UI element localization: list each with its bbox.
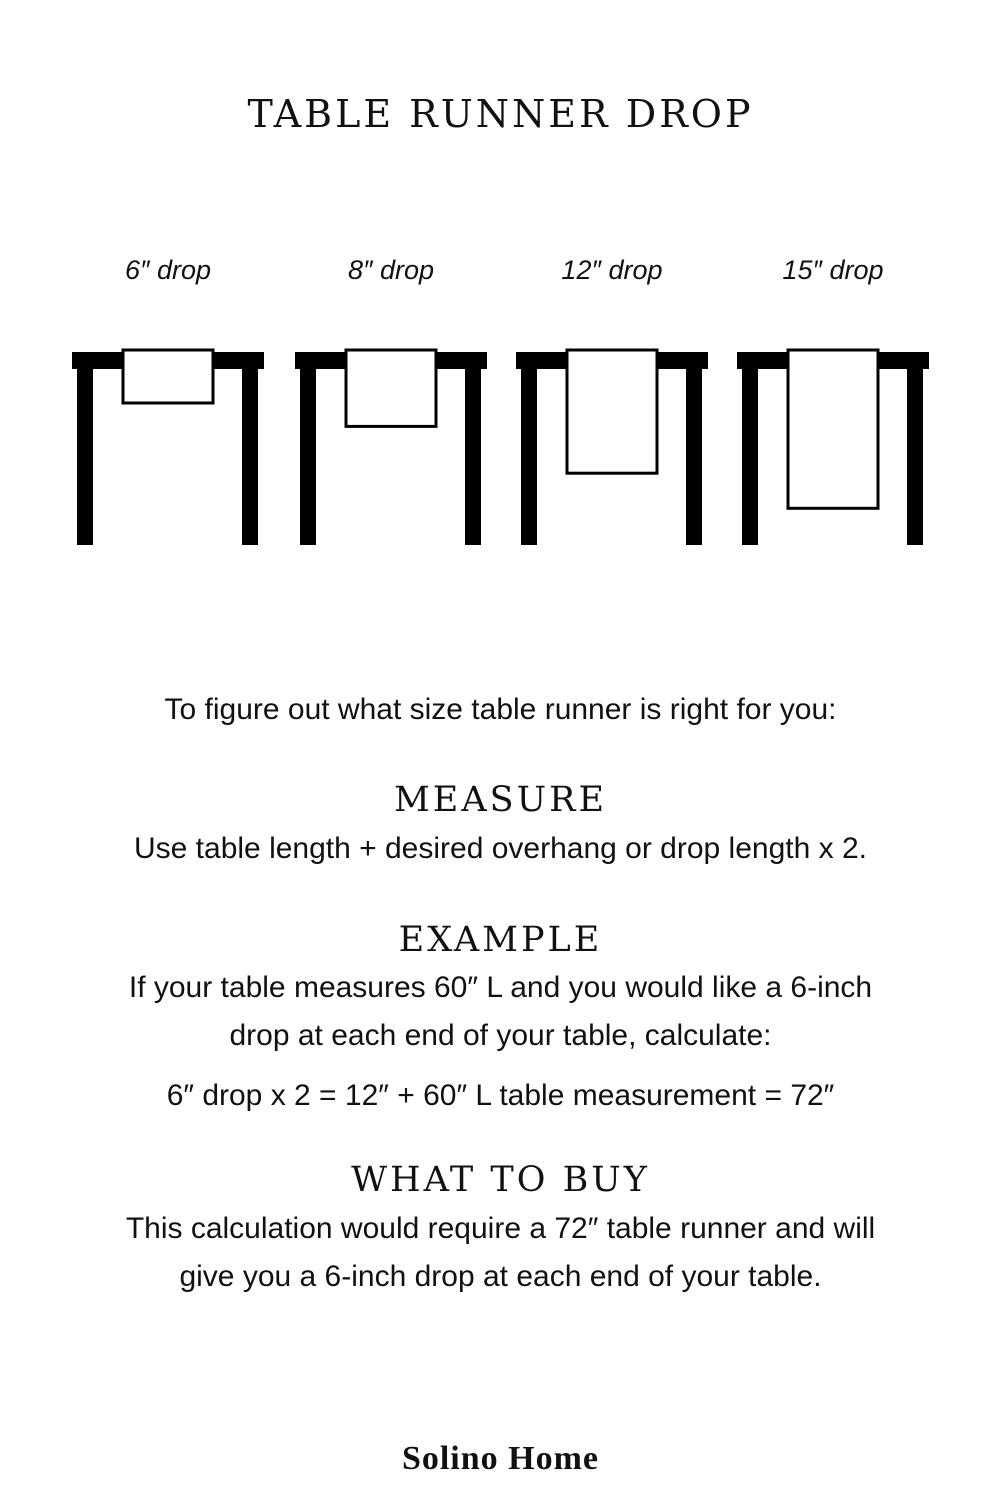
buy-line-1: This calculation would require a 72″ table runner and will bbox=[125, 1212, 876, 1245]
table-runner bbox=[346, 350, 436, 426]
table-runner bbox=[567, 350, 657, 473]
measure-heading: MEASURE bbox=[393, 780, 608, 820]
drop-label-15: 15″ drop bbox=[782, 255, 884, 285]
table-leg-right bbox=[465, 352, 481, 545]
drop-label-12: 12″ drop bbox=[561, 255, 663, 285]
table-diagrams bbox=[0, 0, 1001, 600]
intro-text: To figure out what size table runner is right for you: bbox=[164, 693, 837, 726]
example-line-1: If your table measures 60″ L and you would like a 6-inch bbox=[128, 971, 873, 1004]
table-leg-left bbox=[521, 352, 537, 545]
table-leg-left bbox=[742, 352, 758, 545]
example-line-2: drop at each end of your table, calculate: bbox=[229, 1019, 772, 1052]
buy-line-2: give you a 6-inch drop at each end of your table. bbox=[179, 1260, 822, 1293]
table-leg-right bbox=[686, 352, 702, 545]
table-runner bbox=[788, 350, 878, 508]
buy-heading: WHAT TO BUY bbox=[351, 1160, 650, 1200]
measure-text: Use table length + desired overhang or drop length x 2. bbox=[134, 832, 867, 865]
drop-label-8: 8″ drop bbox=[347, 255, 435, 285]
brand-logo: Solino Home bbox=[401, 1440, 600, 1477]
table-runner bbox=[123, 350, 213, 403]
table-leg-right bbox=[242, 352, 258, 545]
page-title: TABLE RUNNER DROP bbox=[247, 92, 754, 136]
table-leg-left bbox=[300, 352, 316, 545]
table-leg-left bbox=[77, 352, 93, 545]
table-leg-right bbox=[907, 352, 923, 545]
example-heading: EXAMPLE bbox=[398, 920, 603, 960]
drop-label-6: 6″ drop bbox=[124, 255, 212, 285]
example-formula: 6″ drop x 2 = 12″ + 60″ L table measurement = 72″ bbox=[166, 1079, 835, 1112]
